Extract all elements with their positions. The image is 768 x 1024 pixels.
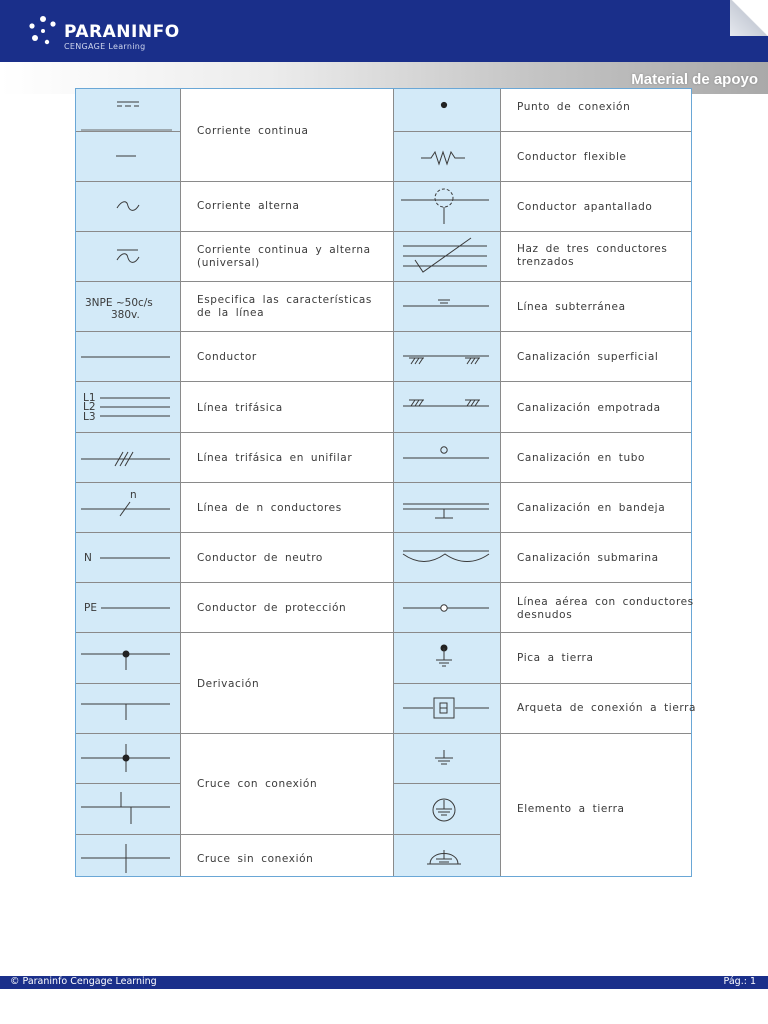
phase-l3-label: L3 bbox=[83, 411, 96, 423]
label-protection: Conductor de protección bbox=[197, 602, 347, 614]
n-conductors-icon bbox=[81, 502, 170, 516]
label-crossing-unconnected: Cruce sin conexión bbox=[197, 853, 314, 865]
embedded-channel-icon bbox=[403, 400, 489, 406]
label-twisted-bundle: Haz de tres conductores trenzados bbox=[517, 243, 668, 268]
flexible-conductor-icon bbox=[421, 152, 465, 164]
line-spec-voltage: 380v. bbox=[111, 309, 140, 321]
three-phase-line-icon bbox=[100, 398, 170, 416]
crossing-connected-alt-icon bbox=[81, 792, 170, 824]
submarine-channel-icon bbox=[403, 551, 489, 562]
shielded-conductor-icon bbox=[401, 189, 489, 224]
line-spec-text: 3NPE ~50c/s bbox=[85, 297, 153, 309]
label-flexible-conductor: Conductor flexible bbox=[517, 151, 627, 163]
ground-element-arc-icon bbox=[427, 850, 461, 864]
page-footer bbox=[0, 976, 768, 989]
label-dc-current: Corriente continua bbox=[197, 125, 309, 137]
conduit-channel-icon bbox=[403, 447, 489, 458]
phase-l1-label: L1 bbox=[83, 392, 96, 404]
underground-line-icon bbox=[403, 300, 489, 306]
section-title: Material de apoyo bbox=[631, 71, 758, 88]
footer-page-number: Pág.: 1 bbox=[723, 976, 756, 987]
label-branch: Derivación bbox=[197, 678, 260, 690]
overhead-bare-line-icon bbox=[403, 605, 489, 611]
label-neutral: Conductor de neutro bbox=[197, 552, 323, 564]
ground-element-circle-icon bbox=[433, 799, 455, 821]
phase-l2-label: L2 bbox=[83, 401, 96, 413]
left-symbols bbox=[75, 88, 180, 877]
n-label: n bbox=[130, 489, 137, 501]
grounding-box-icon bbox=[403, 698, 489, 718]
three-phase-single-line-icon bbox=[81, 452, 170, 466]
symbols-table bbox=[75, 88, 697, 877]
label-three-phase-single: Línea trifásica en unifilar bbox=[197, 452, 353, 464]
label-embedded-channel: Canalización empotrada bbox=[517, 402, 661, 414]
label-underground-line: Línea subterránea bbox=[517, 301, 626, 313]
universal-current-icon bbox=[117, 250, 139, 262]
surface-channel-icon bbox=[403, 356, 489, 364]
crossing-connected-icon bbox=[81, 744, 170, 772]
label-line-specs: Especifica las características de la línea bbox=[197, 294, 372, 319]
label-three-phase: Línea trifásica bbox=[197, 402, 283, 414]
neutral-label: N bbox=[84, 552, 92, 564]
paraninfo-logo-icon bbox=[26, 14, 60, 48]
page-curl bbox=[730, 0, 768, 36]
label-n-conductors: Línea de n conductores bbox=[197, 502, 342, 514]
tray-channel-icon bbox=[403, 504, 489, 518]
twisted-bundle-icon bbox=[403, 238, 487, 272]
label-ground-rod: Pica a tierra bbox=[517, 652, 594, 664]
label-conductor: Conductor bbox=[197, 351, 257, 363]
footer-copyright: © Paraninfo Cengage Learning bbox=[10, 976, 157, 987]
label-ground-element: Elemento a tierra bbox=[517, 803, 625, 815]
dc-current-icon bbox=[81, 102, 172, 130]
label-submarine-channel: Canalización submarina bbox=[517, 552, 659, 564]
connection-point-icon bbox=[441, 102, 446, 107]
label-overhead-line: Línea aérea con conductores desnudos bbox=[517, 596, 694, 621]
ac-current-icon bbox=[117, 202, 139, 211]
branch-alt-icon bbox=[81, 704, 170, 720]
label-crossing-connected: Cruce con conexión bbox=[197, 778, 318, 790]
right-symbols bbox=[393, 88, 500, 877]
brand-name: PARANINFO bbox=[64, 22, 180, 42]
protection-label: PE bbox=[84, 602, 97, 614]
ground-element-icon bbox=[435, 750, 453, 764]
label-universal-current: Corriente continua y alterna (universal) bbox=[197, 244, 371, 269]
label-connection-point: Punto de conexión bbox=[517, 101, 631, 113]
brand-subtitle: CENGAGE Learning bbox=[64, 42, 146, 51]
crossing-unconnected-icon bbox=[81, 844, 170, 873]
label-tray-channel: Canalización en bandeja bbox=[517, 502, 666, 514]
label-grounding-box: Arqueta de conexión a tierra bbox=[517, 702, 697, 714]
ground-rod-icon bbox=[436, 645, 452, 666]
page-header bbox=[0, 0, 768, 62]
label-shielded-conductor: Conductor apantallado bbox=[517, 201, 653, 213]
label-conduit-channel: Canalización en tubo bbox=[517, 452, 646, 464]
branch-icon bbox=[81, 651, 170, 670]
label-ac-current: Corriente alterna bbox=[197, 200, 300, 212]
label-surface-channel: Canalización superficial bbox=[517, 351, 659, 363]
